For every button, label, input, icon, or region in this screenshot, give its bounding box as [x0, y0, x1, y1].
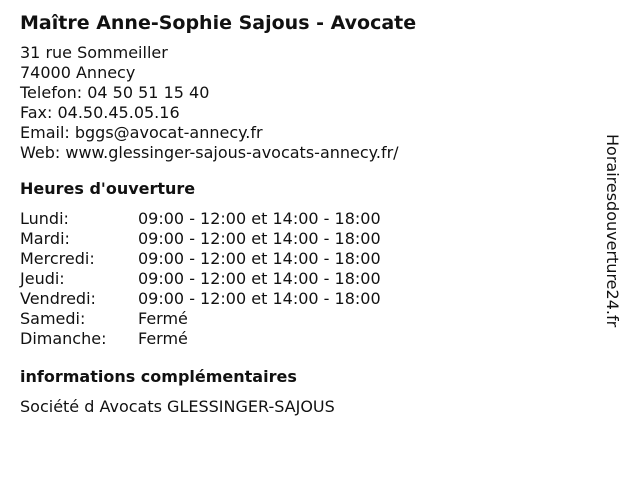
hours-row-wednesday [20, 249, 600, 269]
phone-number: Telefon: 04 50 51 15 40 [20, 83, 210, 102]
street-address: 31 rue Sommeiller [20, 43, 168, 62]
hours-table [20, 209, 600, 349]
business-card [20, 10, 600, 417]
hours-heading: Heures d'ouverture [20, 179, 196, 198]
hours-row-thursday [20, 269, 600, 289]
city-address: 74000 Annecy [20, 63, 136, 82]
site-watermark: Horairesdouverture24.fr [603, 134, 622, 328]
hours-time: 09:00 - 12:00 et 14:00 - 18:00 [138, 229, 381, 248]
hours-day: Mercredi: [20, 249, 95, 268]
hours-time: 09:00 - 12:00 et 14:00 - 18:00 [138, 269, 381, 288]
fax-number: Fax: 04.50.45.05.16 [20, 103, 180, 122]
hours-time: Fermé [138, 329, 188, 348]
hours-time: Fermé [138, 309, 188, 328]
hours-day: Vendredi: [20, 289, 96, 308]
hours-day: Mardi: [20, 229, 70, 248]
hours-time: 09:00 - 12:00 et 14:00 - 18:00 [138, 209, 381, 228]
hours-day: Samedi: [20, 309, 86, 328]
info-text: Société d Avocats GLESSINGER-SAJOUS [20, 397, 335, 416]
hours-time: 09:00 - 12:00 et 14:00 - 18:00 [138, 249, 381, 268]
hours-day: Jeudi: [20, 269, 65, 288]
website-address: Web: www.glessinger-sajous-avocats-annecy.fr/ [20, 143, 399, 162]
hours-time: 09:00 - 12:00 et 14:00 - 18:00 [138, 289, 381, 308]
info-heading: informations complémentaires [20, 367, 297, 386]
hours-row-monday [20, 209, 600, 229]
hours-row-friday [20, 289, 600, 309]
hours-row-tuesday [20, 229, 600, 249]
hours-row-saturday [20, 309, 600, 329]
email-address: Email: bggs@avocat-annecy.fr [20, 123, 263, 142]
hours-row-sunday [20, 329, 600, 349]
hours-day: Dimanche: [20, 329, 107, 348]
hours-day: Lundi: [20, 209, 69, 228]
contact-block [20, 43, 600, 163]
page-title: Maître Anne-Sophie Sajous - Avocate [20, 12, 417, 34]
